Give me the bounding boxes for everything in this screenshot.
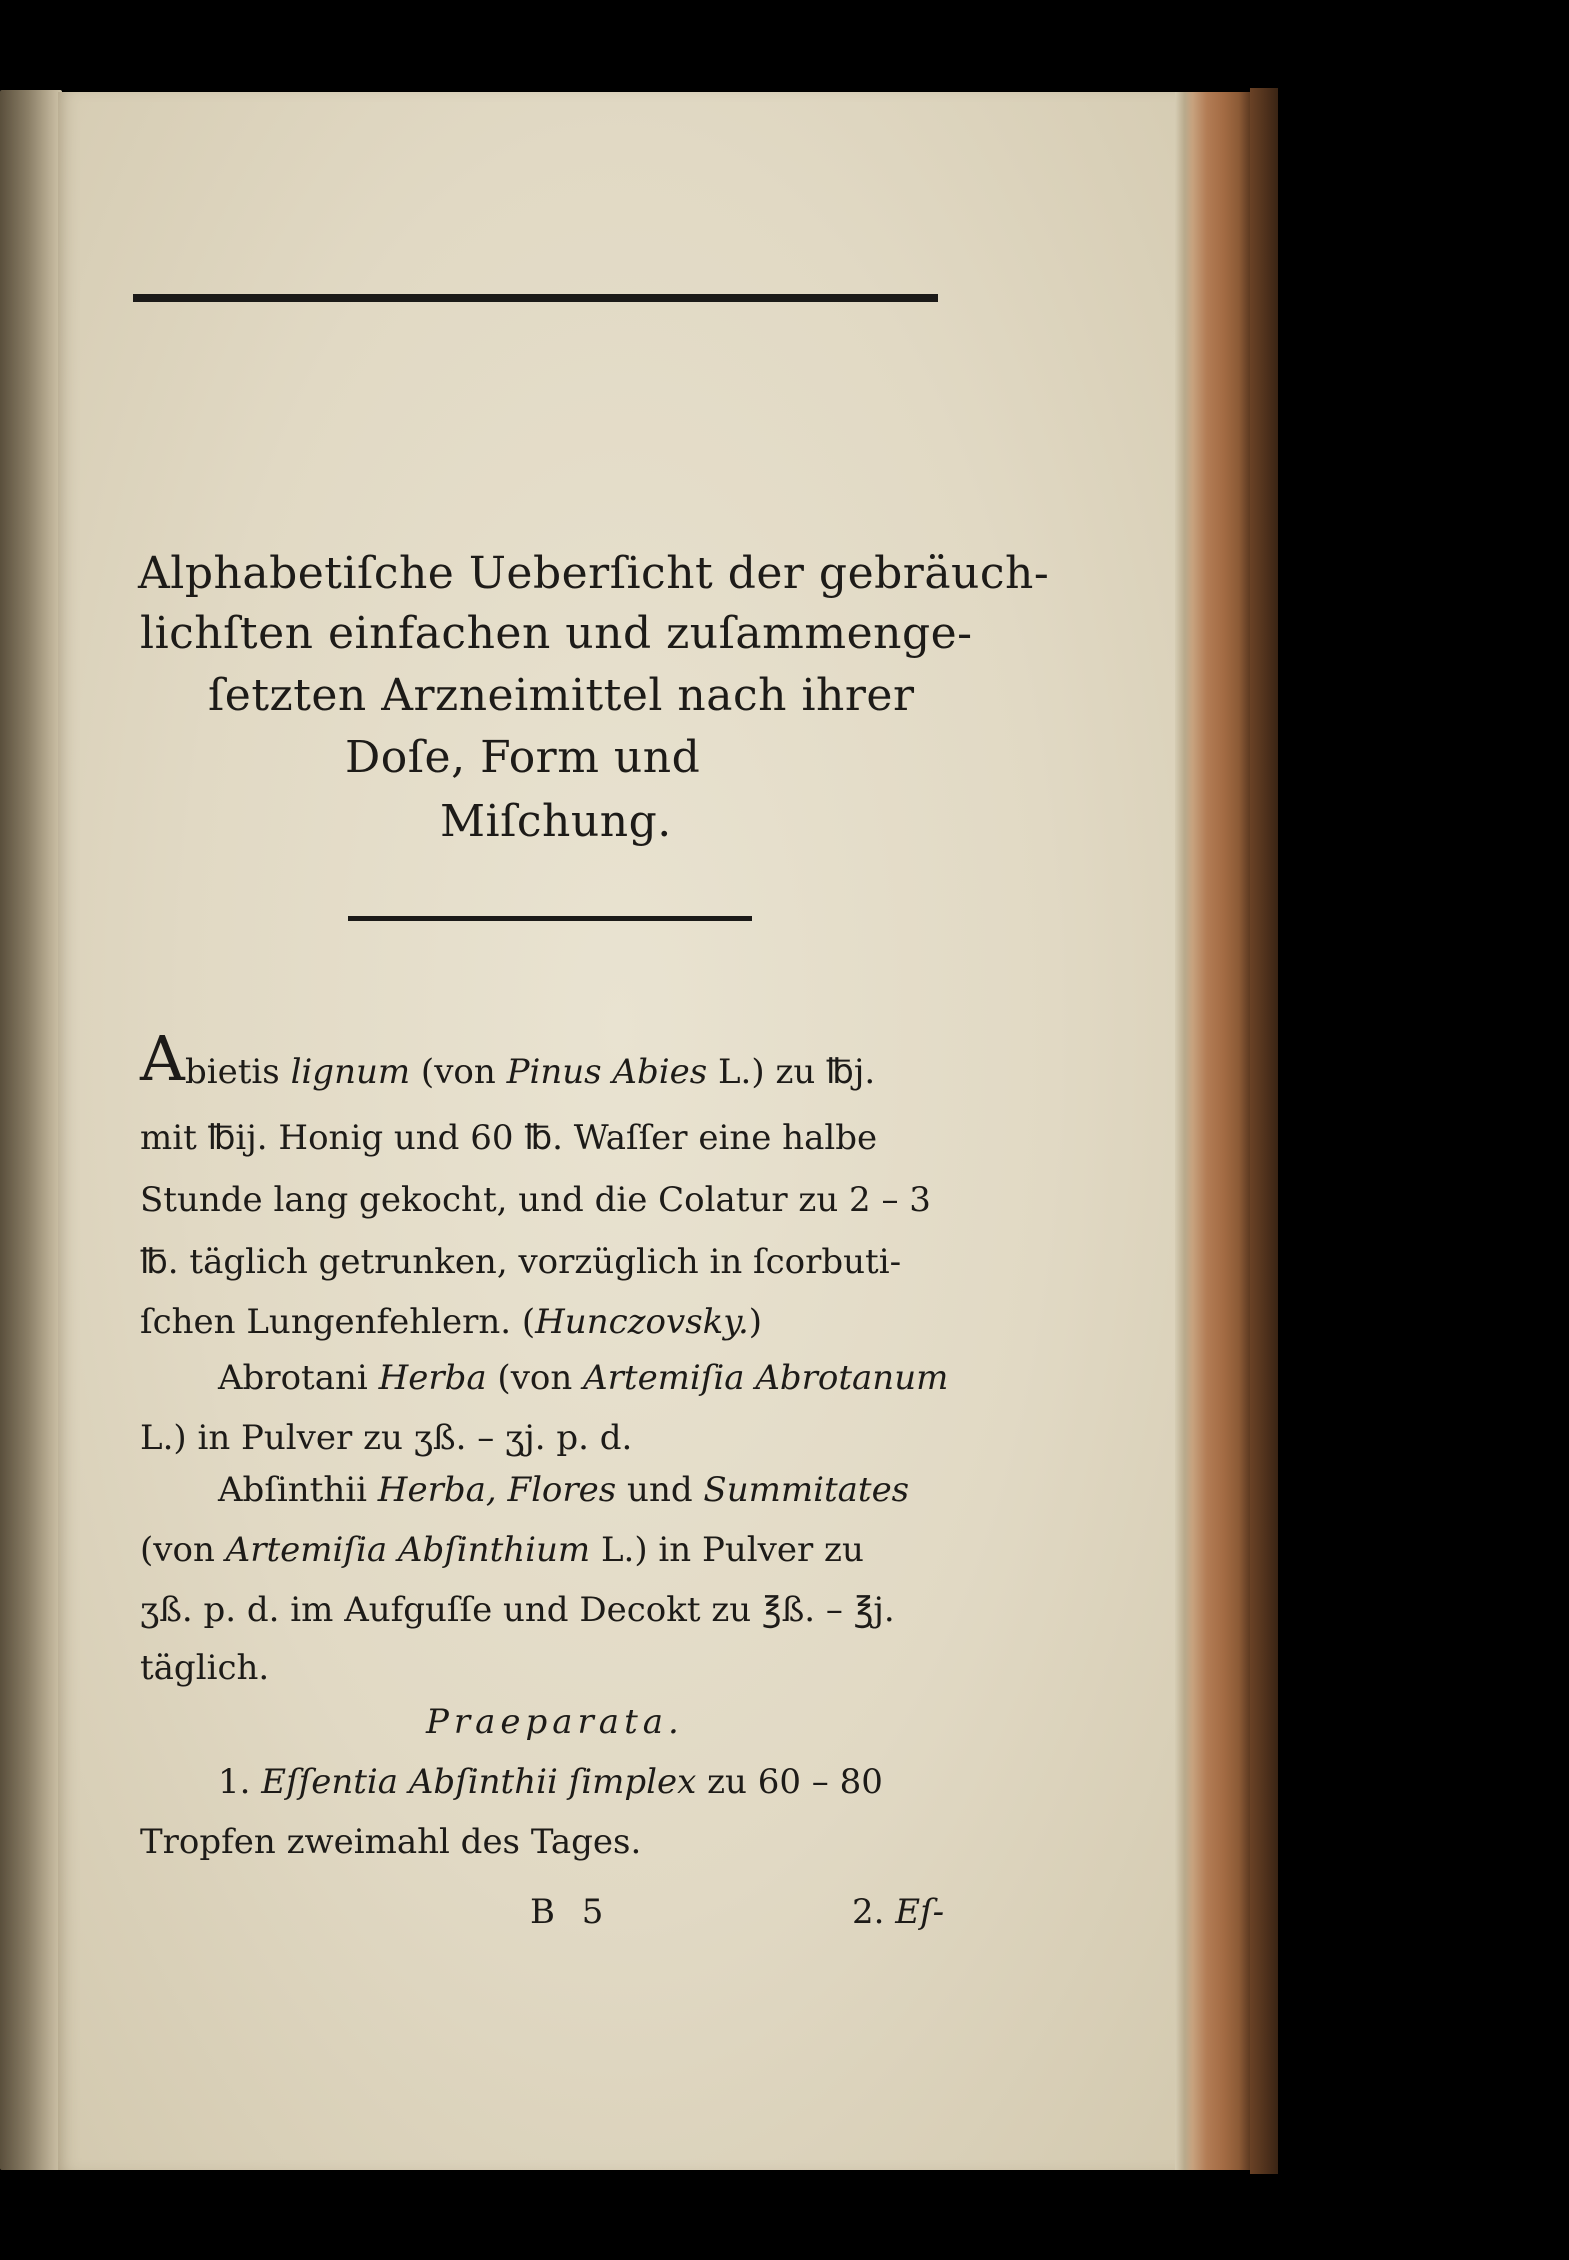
title-line-1: Alphabetiſche Ueberſicht der gebräuch-	[138, 548, 1050, 599]
title-line-4: Doſe, Form und	[345, 732, 701, 783]
seg: Artemiſia Abrotanum	[583, 1358, 949, 1398]
absinthii-line-3: ʒß. p. d. im Aufguſſe und Decokt zu ℥ß. – ℥j.	[140, 1590, 895, 1630]
catchword	[852, 1892, 944, 1932]
seg: 1.	[218, 1762, 262, 1802]
absinthii-line-1	[218, 1470, 909, 1510]
seg: Herba, Flores	[377, 1470, 617, 1510]
seg: Herba	[378, 1358, 487, 1398]
seg: Abrotani	[218, 1358, 379, 1398]
seg: Pinus Abies	[506, 1052, 708, 1092]
seg: (von	[140, 1530, 226, 1570]
cover-edge	[1250, 88, 1278, 2174]
top-rule	[133, 294, 938, 302]
catchword-number: 2.	[852, 1892, 885, 1932]
seg: Eſſentia Abſinthii ſimplex	[261, 1762, 697, 1802]
abrotani-line-1	[218, 1358, 948, 1398]
essentia-line-1	[218, 1762, 883, 1802]
catchword-word: Eſ-	[895, 1892, 945, 1932]
drop-cap-a: A	[140, 1022, 185, 1095]
abietis-line-3: Stunde lang gekocht, und die Colatur zu 2 – 3	[140, 1180, 931, 1220]
seg: L.) in Pulver zu	[590, 1530, 864, 1570]
page-edges	[1175, 92, 1255, 2170]
left-page-spine	[0, 90, 62, 2170]
seg: und	[616, 1470, 704, 1510]
title-line-3: ſetzten Arzneimittel nach ihrer	[208, 670, 915, 721]
seg: ſchen Lungenfehlern. (	[140, 1302, 536, 1342]
abietis-line-4: ℔. täglich getrunken, vorzüglich in ſcorbuti-	[140, 1242, 902, 1282]
seg: zu 60 – 80	[696, 1762, 883, 1802]
abietis-line-1	[185, 1052, 875, 1092]
seg: Summitates	[703, 1470, 910, 1510]
absinthii-line-2	[140, 1530, 864, 1570]
seg: Artemiſia Abſinthium	[225, 1530, 591, 1570]
abietis-line-5	[140, 1302, 762, 1342]
seg: L.) zu ℔j.	[707, 1052, 876, 1092]
seg: lignum	[290, 1052, 411, 1092]
seg: Abſinthii	[218, 1470, 378, 1510]
essentia-line-2: Tropfen zweimahl des Tages.	[140, 1822, 642, 1862]
absinthii-line-4: täglich.	[140, 1648, 270, 1688]
seg: bietis	[185, 1052, 291, 1092]
title-line-2: lichſten einfachen und zuſammenge-	[140, 608, 973, 659]
title-line-5: Miſchung.	[440, 796, 672, 847]
seg: )	[748, 1302, 763, 1342]
seg: Hunczovsky.	[535, 1302, 749, 1342]
signature-mark: B 5	[530, 1892, 612, 1932]
middle-rule	[348, 916, 752, 921]
praeparata-heading: Praeparata.	[426, 1702, 684, 1742]
seg: (von	[410, 1052, 507, 1092]
abietis-line-2: mit ℔ij. Honig und 60 ℔. Waſſer eine halbe	[140, 1118, 878, 1158]
abrotani-line-2: L.) in Pulver zu ʒß. – ʒj. p. d.	[140, 1418, 633, 1458]
seg: (von	[486, 1358, 584, 1398]
